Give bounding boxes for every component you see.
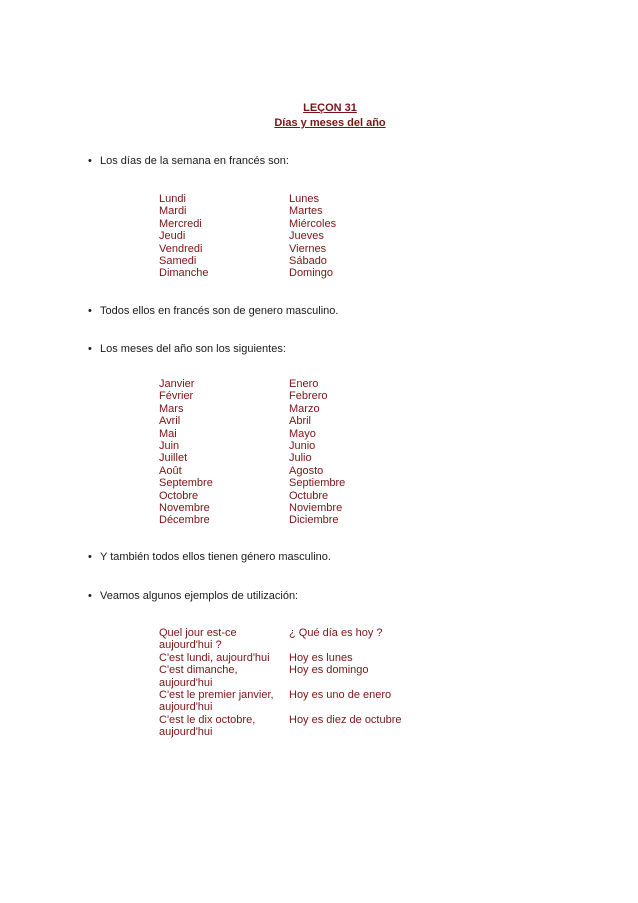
bullet-text: Todos ellos en francés son de genero masculino. — [100, 305, 339, 317]
french-word: Mars — [159, 402, 184, 415]
spanish-word: Lunes — [289, 193, 319, 205]
list-item — [159, 267, 336, 279]
french-word: Octobre — [159, 489, 199, 502]
french-word: Janvier — [159, 378, 195, 390]
examples-list — [159, 627, 402, 739]
spanish-word: Junio — [289, 440, 316, 453]
list-item — [159, 477, 345, 489]
bullet-examples-intro — [88, 589, 298, 603]
lesson-header — [200, 101, 460, 131]
bullet-days-gender — [88, 304, 338, 318]
list-item — [159, 452, 345, 464]
spanish-word: Mayo — [289, 427, 316, 440]
french-word: Août — [159, 464, 182, 477]
french-sentence: C'est le premier janvier, aujourd'hui — [159, 689, 274, 714]
spanish-word: Domingo — [289, 267, 334, 280]
months-list — [159, 378, 345, 527]
french-word: Lundi — [159, 193, 186, 205]
french-word: Vendredi — [159, 242, 203, 255]
bullet-glyph: • — [88, 305, 92, 317]
bullet-text: Y también todos ellos tienen género masculino. — [100, 551, 331, 563]
french-word: Septembre — [159, 477, 213, 490]
list-item — [159, 230, 336, 242]
list-item — [159, 428, 345, 440]
spanish-word: Septiembre — [289, 477, 346, 490]
spanish-word: Octubre — [289, 489, 329, 502]
spanish-word: Viernes — [289, 242, 327, 255]
spanish-sentence: ¿ Qué día es hoy ? — [289, 627, 383, 639]
french-word: Mai — [159, 427, 177, 440]
spanish-word: Enero — [289, 378, 319, 390]
bullet-text: Los días de la semana en francés son: — [100, 155, 289, 167]
french-sentence: Quel jour est-ce aujourd'hui ? — [159, 627, 237, 652]
bullet-days-intro — [88, 154, 289, 168]
french-word: Samedi — [159, 255, 197, 268]
list-item — [159, 243, 336, 255]
french-word: Mardi — [159, 205, 187, 218]
french-word: Décembre — [159, 514, 210, 527]
days-list — [159, 193, 336, 280]
french-word: Jeudi — [159, 230, 186, 243]
list-item — [159, 415, 345, 427]
french-word: Novembre — [159, 502, 210, 515]
bullet-glyph: • — [88, 590, 92, 602]
spanish-word: Martes — [289, 205, 323, 218]
french-word: Avril — [159, 415, 181, 428]
list-item — [159, 205, 336, 217]
french-word: Juillet — [159, 452, 188, 465]
list-item — [159, 627, 402, 652]
spanish-word: Sábado — [289, 255, 327, 268]
french-sentence: C'est dimanche, aujourd'hui — [159, 664, 238, 689]
french-word: Février — [159, 390, 194, 403]
list-item — [159, 218, 336, 230]
bullet-text: Los meses del año son los siguientes: — [100, 343, 286, 355]
list-item — [159, 652, 402, 664]
bullet-text: Veamos algunos ejemplos de utilización: — [100, 590, 299, 602]
list-item — [159, 440, 345, 452]
spanish-word: Julio — [289, 452, 312, 465]
spanish-word: Jueves — [289, 230, 324, 243]
spanish-word: Diciembre — [289, 514, 339, 527]
spanish-word: Marzo — [289, 402, 320, 415]
lesson-title: LEÇON 31 — [303, 102, 357, 114]
list-item — [159, 502, 345, 514]
list-item — [159, 490, 345, 502]
spanish-sentence: Hoy es diez de octubre — [289, 713, 402, 726]
french-sentence: C'est lundi, aujourd'hui — [159, 651, 270, 664]
bullet-months-intro — [88, 342, 286, 356]
bullet-months-gender — [88, 550, 331, 564]
list-item — [159, 378, 345, 390]
list-item — [159, 465, 345, 477]
list-item — [159, 390, 345, 402]
spanish-sentence: Hoy es uno de enero — [289, 689, 392, 702]
list-item — [159, 514, 345, 526]
spanish-word: Abril — [289, 415, 312, 428]
spanish-sentence: Hoy es lunes — [289, 651, 353, 664]
bullet-glyph: • — [88, 551, 92, 563]
spanish-word: Febrero — [289, 390, 328, 403]
spanish-word: Noviembre — [289, 502, 343, 515]
lesson-subtitle: Días y meses del año — [274, 117, 386, 129]
spanish-sentence: Hoy es domingo — [289, 664, 369, 677]
french-word: Mercredi — [159, 217, 202, 230]
list-item — [159, 714, 402, 739]
list-item — [159, 664, 402, 689]
list-item — [159, 689, 402, 714]
french-word: Juin — [159, 440, 180, 453]
list-item — [159, 403, 345, 415]
bullet-glyph: • — [88, 155, 92, 167]
french-sentence: C'est le dix octobre, aujourd'hui — [159, 713, 256, 739]
spanish-word: Agosto — [289, 464, 324, 477]
spanish-word: Miércoles — [289, 217, 337, 230]
french-word: Dimanche — [159, 267, 209, 280]
list-item — [159, 255, 336, 267]
list-item — [159, 193, 336, 205]
bullet-glyph: • — [88, 343, 92, 355]
